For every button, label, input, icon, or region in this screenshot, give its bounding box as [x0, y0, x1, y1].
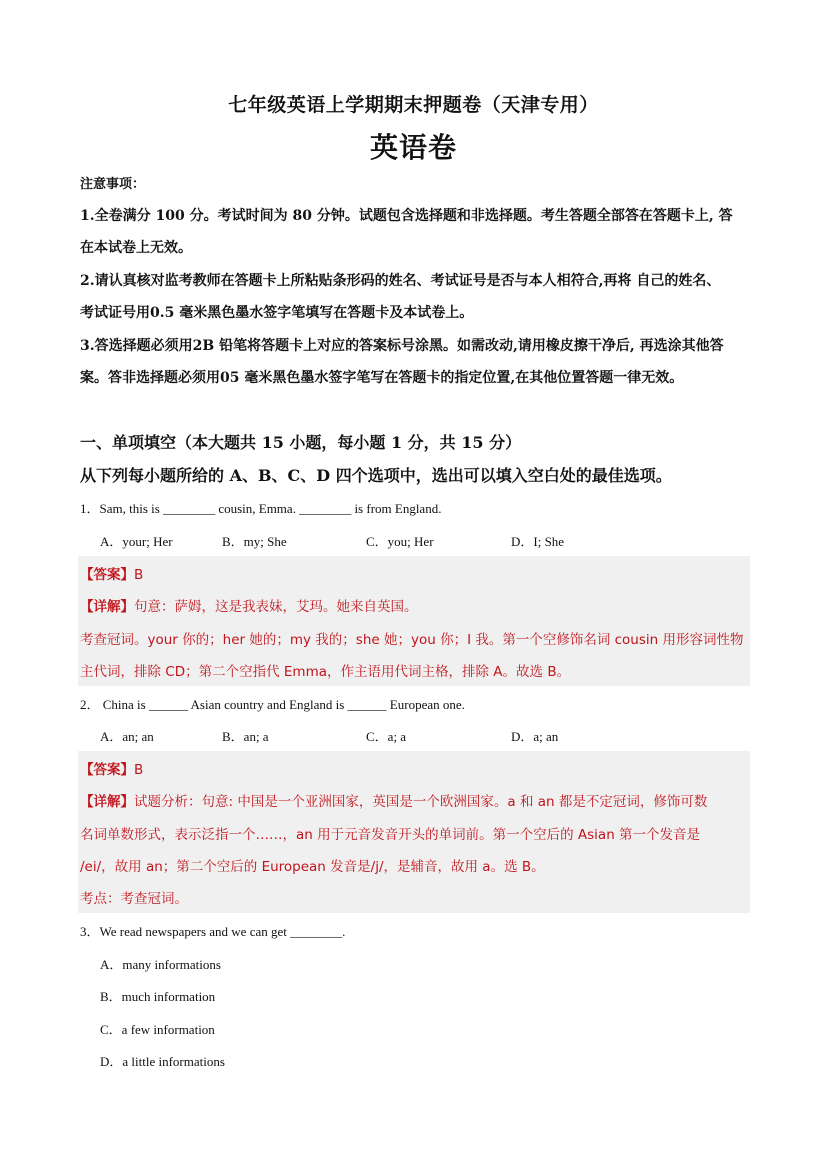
notice-line: 考试证号用0.5 毫米黑色墨水签字笔填写在答题卡及本试卷上。: [80, 305, 474, 321]
option-c: C．a few information: [100, 1022, 215, 1037]
detail-line: /ei/，故用 an；第二个空后的 European 发音是/j/，是辅音，故用 a。选 B。: [80, 859, 545, 875]
detail-line: 【详解】试题分析：句意: 中国是一个亚洲国家，英国是一个欧洲国家。a 和 an 都是不定冠词，修饰可数: [80, 794, 708, 810]
option-c: C．a; a: [366, 729, 407, 744]
option-d: D．a little informations: [100, 1054, 225, 1069]
notice-line: 在本试卷上无效。: [80, 240, 192, 256]
option-d: D．I; She: [511, 534, 565, 549]
option-a: A．many informations: [100, 957, 221, 972]
knowledge-point: 考点：考查冠词。: [80, 891, 188, 907]
detail-label: 【详解】: [80, 794, 134, 810]
question-options: [100, 531, 564, 550]
option-a: A．your; Her: [100, 534, 173, 549]
notice-line: 3.答选择题必须用2B 铅笔将答题卡上对应的答案标号涂黑。如需改动,请用橡皮擦干净后, 再选涂其他答: [80, 338, 724, 354]
notice-line: 1.全卷满分 100 分。考试时间为 80 分钟。试题包含选择题和非选择题。考生答题全部答在答题卡上, 答: [80, 208, 733, 224]
detail-line: 【详解】句意：萨姆，这是我表妹，艾玛。她来自英国。: [80, 599, 418, 615]
question-stem: 2． China is ______ Asian country and England is ______ European one.: [80, 697, 465, 712]
question-options: [100, 726, 558, 745]
answer-label: 【答案】: [80, 762, 134, 778]
section-instruction: 从下列每小题所给的 A、B、C、D 四个选项中，选出可以填入空白处的最佳选项。: [80, 466, 672, 485]
option-c: C．you; Her: [366, 534, 434, 549]
notice-line: 2.请认真核对监考教师在答题卡上所粘贴条形码的姓名、考试证号是否与本人相符合,再将 自己的姓名、: [80, 273, 721, 289]
exam-subtitle: 英语卷: [369, 131, 457, 164]
detail-line: 主代词，排除 CD；第二个空指代 Emma，作主语用代词主格，排除 A。故选 B。: [80, 664, 571, 680]
question-stem: 3．We read newspapers and we can get ________.: [80, 924, 346, 939]
notice-heading: 注意事项：: [80, 177, 146, 192]
detail-label: 【详解】: [80, 599, 134, 615]
section-heading: 一、单项填空（本大题共 15 小题，每小题 1 分，共 15 分）: [80, 433, 522, 452]
option-b: B．my; She: [222, 534, 287, 549]
answer-value: B: [134, 567, 144, 583]
option-b: B．much information: [100, 989, 216, 1004]
answer-line: [80, 758, 143, 778]
option-b: B．an; a: [222, 729, 269, 744]
notice-line: 案。答非选择题必须用05 毫米黑色墨水签字笔写在答题卡的指定位置,在其他位置答题一律无效。: [80, 370, 684, 386]
exam-title: 七年级英语上学期期末押题卷（天津专用）: [228, 94, 599, 116]
detail-line: 考查冠词。your 你的；her 她的；my 我的；she 她；you 你；I 我。第一个空修饰名词 cousin 用形容词性物: [80, 632, 744, 648]
question-stem: 1．Sam, this is ________ cousin, Emma. ________ is from England.: [80, 501, 442, 516]
option-a: A．an; an: [100, 729, 154, 744]
detail-line: 名词单数形式，表示泛指一个……，an 用于元音发音开头的单词前。第一个空后的 Asian 第一个发音是: [80, 827, 701, 843]
answer-value: B: [134, 762, 144, 778]
answer-line: [80, 563, 143, 583]
answer-label: 【答案】: [80, 567, 134, 583]
option-d: D．a; an: [511, 729, 559, 744]
